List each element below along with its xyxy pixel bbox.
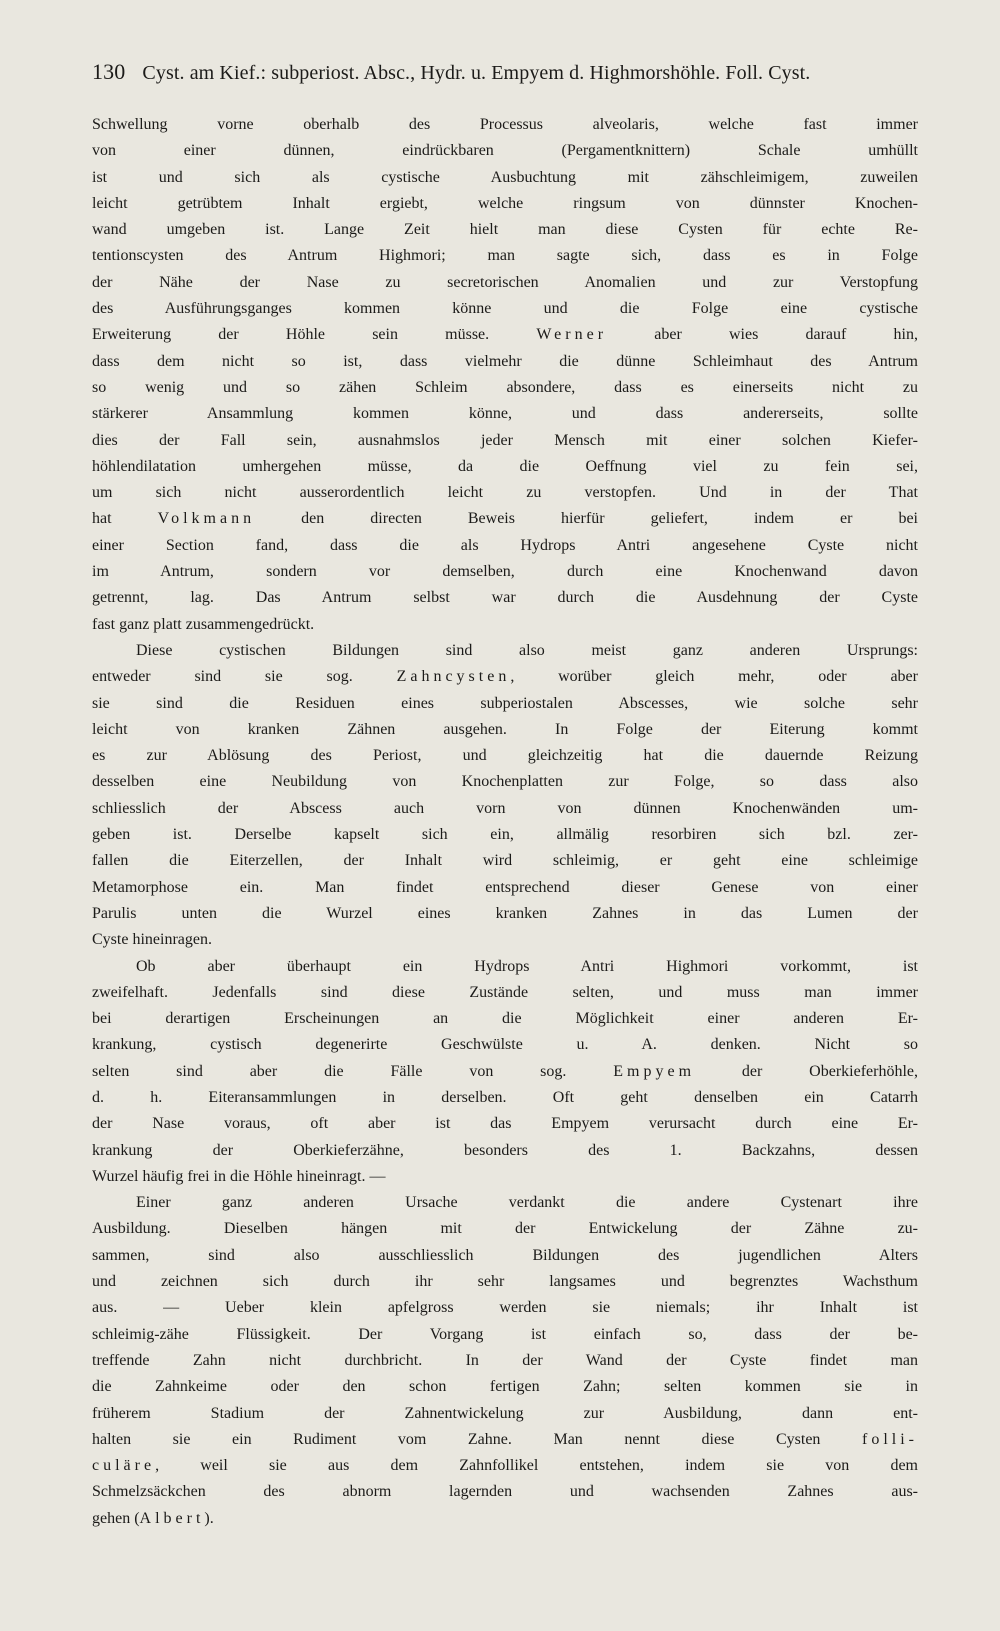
line-text: schliesslich der Abscess auch vorn von dünnen Knochenwänden um- xyxy=(92,799,918,817)
line-text: der Nase voraus, oft aber ist das Empyem verursacht durch eine Er- xyxy=(92,1115,918,1133)
line-text: einer Section fand, dass die als Hydrops Antri angesehene Cyste nicht xyxy=(92,536,918,554)
line-text: hat xyxy=(92,510,158,528)
text-line xyxy=(92,458,918,484)
text-line xyxy=(92,747,918,773)
line-text: höhlendilatation umhergehen müsse, da die Oeffnung viel zu fein sei, xyxy=(92,457,918,475)
text-line xyxy=(92,931,918,957)
text-line xyxy=(92,432,918,458)
line-text: den directen Beweis hierfür geliefert, indem er bei xyxy=(255,510,918,528)
text-line xyxy=(92,1483,918,1509)
text-line xyxy=(92,984,918,1010)
line-text: sammen, sind also ausschliesslich Bildungen des jugendlichen Alters xyxy=(92,1246,918,1264)
line-text: zweifelhaft. Jedenfalls sind diese Zustände selten, und muss man immer xyxy=(92,983,918,1001)
line-text: und zeichnen sich durch ihr sehr langsames und begrenztes Wachsthum xyxy=(92,1273,918,1291)
text-line xyxy=(92,1063,918,1089)
text-line xyxy=(92,616,918,642)
text-line xyxy=(92,1378,918,1404)
text-line xyxy=(92,1247,918,1273)
line-text: früherem Stadium der Zahnentwickelung zur Ausbildung, dann ent- xyxy=(92,1404,918,1422)
line-text: aus. — Ueber klein apfelgross werden sie niemals; ihr Inhalt ist xyxy=(92,1299,918,1317)
text-line xyxy=(92,958,918,984)
spaced-name: Werner xyxy=(536,326,608,344)
line-text: Schmelzsäckchen des abnorm lagernden und wachsenden Zahnes aus- xyxy=(92,1483,918,1501)
text-line xyxy=(92,1115,918,1141)
text-line xyxy=(92,169,918,195)
text-line xyxy=(92,1273,918,1299)
line-text: Einer ganz anderen Ursache verdankt die andere Cystenart ihre xyxy=(136,1194,918,1212)
spaced-name: culäre xyxy=(92,1457,156,1475)
line-text: leicht getrübtem Inhalt ergiebt, welche ringsum von dünnster Knochen- xyxy=(92,194,918,212)
line-text: fallen die Eiterzellen, der Inhalt wird schleimig, er geht eine schleimige xyxy=(92,852,918,870)
text-line xyxy=(92,484,918,510)
line-text: um sich nicht ausserordentlich leicht zu verstopfen. Und in der That xyxy=(92,484,918,502)
text-line xyxy=(92,695,918,721)
line-text: ). xyxy=(204,1509,214,1527)
line-text: Erweiterung der Höhle sein müsse. xyxy=(92,326,537,344)
line-text: aber wies darauf hin, xyxy=(607,326,918,344)
line-text: Parulis unten die Wurzel eines kranken Zahnes in das Lumen der xyxy=(92,904,918,922)
line-text: selten sind aber die Fälle von sog. xyxy=(92,1062,614,1080)
text-line xyxy=(92,668,918,694)
text-line xyxy=(92,1457,918,1483)
line-text: treffende Zahn nicht durchbricht. In der Wand der Cyste findet man xyxy=(92,1351,918,1369)
page-number: 130 xyxy=(92,59,126,84)
text-line xyxy=(92,1220,918,1246)
line-text: schleimig-zähe Flüssigkeit. Der Vorgang ist einfach so, dass der be- xyxy=(92,1325,918,1343)
line-text: bei derartigen Erscheinungen an die Möglichkeit einer anderen Er- xyxy=(92,1010,918,1028)
text-line xyxy=(92,1352,918,1378)
line-text: fast ganz platt zusammengedrückt. xyxy=(92,615,315,633)
text-line xyxy=(92,642,918,668)
spaced-name: Empyem xyxy=(613,1062,696,1080)
line-text: krankung, cystisch degenerirte Geschwülste u. A. denken. Nicht so xyxy=(92,1036,918,1054)
line-text: Cyste hineinragen. xyxy=(92,931,212,949)
text-line xyxy=(92,247,918,273)
text-line xyxy=(92,721,918,747)
line-text: ist und sich als cystische Ausbuchtung mit zähschleimigem, zuweilen xyxy=(92,168,918,186)
line-text: des Ausführungsganges kommen könne und die Folge eine cystische xyxy=(92,300,918,318)
line-text: tentionscysten des Antrum Highmori; man sagte sich, dass es in Folge xyxy=(92,247,918,265)
text-line xyxy=(92,1405,918,1431)
line-text: der Oberkieferhöhle, xyxy=(695,1062,918,1080)
text-line xyxy=(92,1089,918,1115)
line-text: von einer dünnen, eindrückbaren (Pergamentknittern) Schale umhüllt xyxy=(92,142,918,160)
text-line xyxy=(92,195,918,221)
text-line xyxy=(92,1036,918,1062)
spaced-name: folli- xyxy=(862,1430,918,1448)
line-text: im Antrum, sondern vor demselben, durch eine Knochenwand davon xyxy=(92,563,918,581)
line-text: es zur Ablösung des Periost, und gleichzeitig hat die dauernde Reizung xyxy=(92,747,918,765)
line-text: wand umgeben ist. Lange Zeit hielt man diese Cysten für echte Re- xyxy=(92,221,918,239)
line-text: so wenig und so zähen Schleim absondere, dass es einerseits nicht zu xyxy=(92,378,918,396)
text-line xyxy=(92,852,918,878)
text-line xyxy=(92,826,918,852)
running-title: Cyst. am Kief.: subperiost. Absc., Hydr. u. Empyem d. Highmorshöhle. Foll. Cyst. xyxy=(142,62,811,84)
line-text: getrennt, lag. Das Antrum selbst war durch die Ausdehnung der Cyste xyxy=(92,589,918,607)
text-line xyxy=(92,905,918,931)
text-line xyxy=(92,1431,918,1457)
text-line xyxy=(92,1299,918,1325)
text-line xyxy=(92,1010,918,1036)
text-line xyxy=(92,1168,918,1194)
text-line xyxy=(92,274,918,300)
text-line xyxy=(92,326,918,352)
line-text: halten sie ein Rudiment vom Zahne. Man nennt diese Cysten xyxy=(92,1430,862,1448)
text-line xyxy=(92,353,918,379)
line-text: desselben eine Neubildung von Knochenplatten zur Folge, so dass also xyxy=(92,773,918,791)
text-line xyxy=(92,1142,918,1168)
spaced-name: Volkmann xyxy=(157,510,256,528)
line-text: d. h. Eiteransammlungen in derselben. Oft geht denselben ein Catarrh xyxy=(92,1088,918,1106)
text-line xyxy=(92,563,918,589)
spaced-name: Albert xyxy=(139,1509,205,1527)
text-line xyxy=(92,510,918,536)
line-text: Ob aber überhaupt ein Hydrops Antri Highmori vorkommt, ist xyxy=(136,957,918,975)
running-header xyxy=(92,58,922,87)
text-line xyxy=(92,142,918,168)
body-text xyxy=(92,116,918,1536)
line-text: leicht von kranken Zähnen ausgehen. In Folge der Eiterung kommt xyxy=(92,720,918,738)
text-line xyxy=(92,589,918,615)
text-line xyxy=(92,300,918,326)
spaced-name: Zahncysten xyxy=(396,668,511,686)
text-line xyxy=(92,800,918,826)
text-line xyxy=(92,773,918,799)
line-text: Metamorphose ein. Man findet entsprechend dieser Genese von einer xyxy=(92,878,918,896)
line-text: krankung der Oberkieferzähne, besonders des 1. Backzahns, dessen xyxy=(92,1141,918,1159)
line-text: , worüber gleich mehr, oder aber xyxy=(510,668,918,686)
line-text: gehen ( xyxy=(92,1509,140,1527)
text-line xyxy=(92,1326,918,1352)
line-text: dies der Fall sein, ausnahmslos jeder Mensch mit einer solchen Kiefer- xyxy=(92,431,918,449)
text-line xyxy=(92,1510,918,1536)
line-text: dass dem nicht so ist, dass vielmehr die dünne Schleimhaut des Antrum xyxy=(92,352,918,370)
text-line xyxy=(92,379,918,405)
line-text: Diese cystischen Bildungen sind also meist ganz anderen Ursprungs: xyxy=(136,641,918,659)
text-line xyxy=(92,221,918,247)
line-text: Schwellung vorne oberhalb des Processus alveolaris, welche fast immer xyxy=(92,116,918,133)
line-text: geben ist. Derselbe kapselt sich ein, allmälig resorbiren sich bzl. zer- xyxy=(92,826,918,844)
text-line xyxy=(92,405,918,431)
line-text: Wurzel häufig frei in die Höhle hineinragt. — xyxy=(92,1167,386,1185)
line-text: entweder sind sie sog. xyxy=(92,668,397,686)
line-text: die Zahnkeime oder den schon fertigen Zahn; selten kommen sie in xyxy=(92,1378,918,1396)
line-text: der Nähe der Nase zu secretorischen Anomalien und zur Verstopfung xyxy=(92,273,918,291)
line-text: , weil sie aus dem Zahnfollikel entstehen, indem sie von dem xyxy=(155,1457,918,1475)
text-line xyxy=(92,879,918,905)
line-text: sie sind die Residuen eines subperiostalen Abscesses, wie solche sehr xyxy=(92,694,918,712)
text-line xyxy=(92,537,918,563)
text-line xyxy=(92,1194,918,1220)
line-text: stärkerer Ansammlung kommen könne, und dass andererseits, sollte xyxy=(92,405,918,423)
line-text: Ausbildung. Dieselben hängen mit der Entwickelung der Zähne zu- xyxy=(92,1220,918,1238)
text-line xyxy=(92,116,918,142)
